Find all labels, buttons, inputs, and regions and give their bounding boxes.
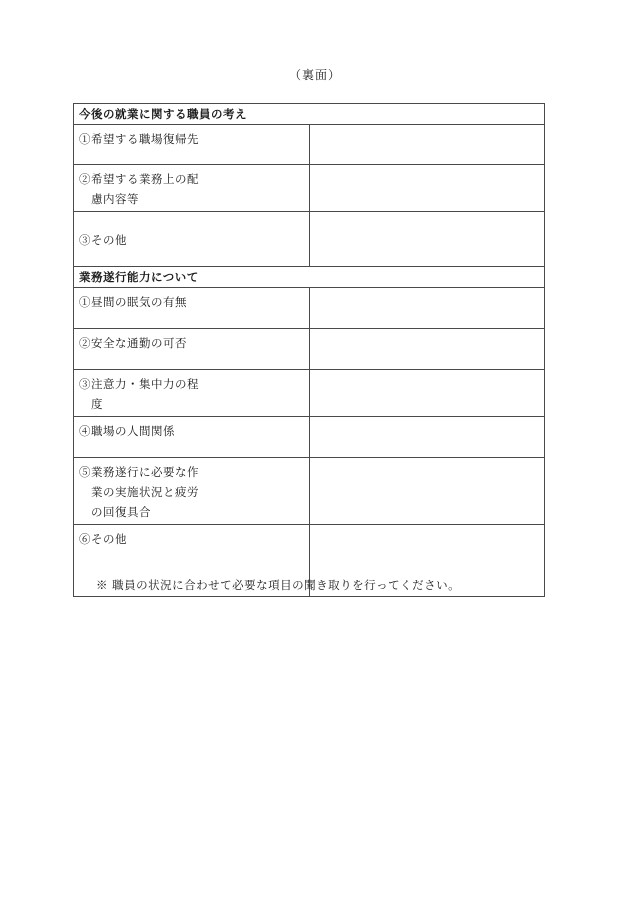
label-daytime-sleepiness: ①昼間の眠気の有無 [74,288,310,329]
label-line: ③注意力・集中力の程 [79,377,199,391]
label-desired-workplace: ①希望する職場復帰先 [74,125,310,165]
form-row [74,458,545,525]
field-work-considerations[interactable] [309,165,545,212]
section-title-work-ability: 業務遂行能力について [74,267,545,288]
field-task-status-fatigue[interactable] [309,458,545,525]
label-workplace-relations: ④職場の人間関係 [74,417,310,458]
form-row [74,417,545,458]
footnote: ※ 職員の状況に合わせて必要な項目の聞き取りを行ってください。 [96,578,461,592]
field-desired-workplace[interactable] [309,125,545,165]
label-line: 度 [91,397,103,411]
section-title-employee-views: 今後の就業に関する職員の考え [74,104,545,125]
field-safe-commute[interactable] [309,329,545,370]
interview-form-table [73,103,545,597]
form-row [74,370,545,417]
form-row [74,212,545,267]
section-header-row [74,267,545,288]
label-other-views: ③その他 [74,212,310,267]
form-row [74,125,545,165]
section-header-row [74,104,545,125]
label-task-status-fatigue [74,458,310,525]
form-row [74,288,545,329]
field-daytime-sleepiness[interactable] [309,288,545,329]
field-workplace-relations[interactable] [309,417,545,458]
label-line: の回復具合 [91,505,151,519]
form-row [74,165,545,212]
label-safe-commute: ②安全な通勤の可否 [74,329,310,370]
label-work-considerations [74,165,310,212]
label-line: 慮内容等 [91,192,139,206]
label-line: 業の実施状況と疲労 [91,485,199,499]
form-row [74,329,545,370]
label-other-ability: ⑥その他 [74,525,310,597]
label-line: ②希望する業務上の配 [79,172,199,186]
label-line: ⑤業務遂行に必要な作 [79,465,199,479]
label-attention-concentration [74,370,310,417]
page-side-label: （裏面） [288,68,341,82]
field-attention-concentration[interactable] [309,370,545,417]
field-other-views[interactable] [309,212,545,267]
